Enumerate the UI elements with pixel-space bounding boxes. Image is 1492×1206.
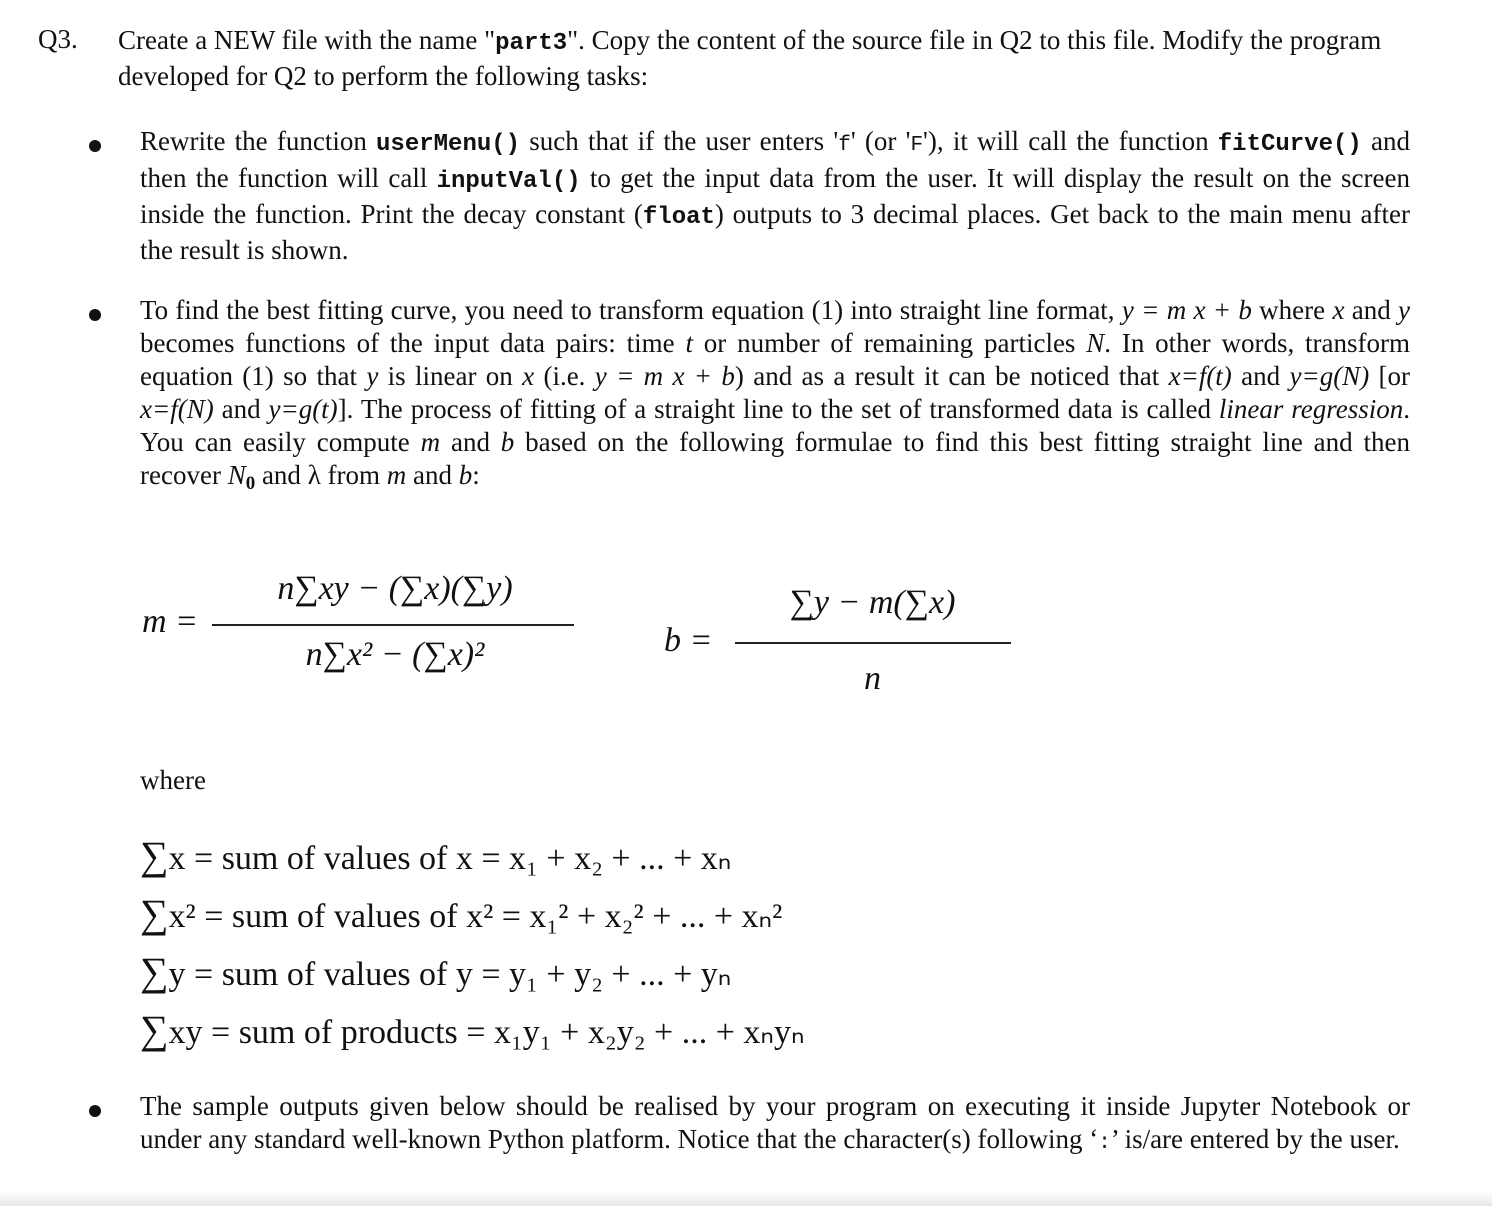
key-F: F xyxy=(910,134,924,157)
bullet-dot-1 xyxy=(89,140,101,152)
b-fraction-bar xyxy=(735,642,1011,644)
intro-text-rest: ". Copy the content of the source file in Q2 to this file. Modify the program developed for Q2 to perform the following tasks: xyxy=(118,25,1382,91)
m-formula-lhs: m = xyxy=(142,603,198,640)
page-bottom-shadow xyxy=(0,1192,1492,1206)
b-formula-lhs: b = xyxy=(664,622,713,659)
question-number: Q3. xyxy=(38,24,78,54)
filename-code: part3 xyxy=(495,30,568,57)
definition-sum-x: ∑x = sum of values of x = x₁ + x₂ + ... + xₙ xyxy=(140,833,732,878)
bullet-2-text: To find the best fitting curve, you need to transform equation (1) into straight line format, y = m x + b where x and y becomes functions of the input data pairs: time t or number of remaining particles N. In other words, transform equation (1) so that y is linear on x (i.e. y = m x + b) and as a result it can be noticed that x=f(t) and y=g(N) [or x=f(N) and y=g(t)]. The process of fitting of a straight line to the set of transformed data is called linear regression. You can easily compute m and b based on the following formulae to find this best fitting straight line and then recover N0 and λ from m and b: xyxy=(140,295,1411,494)
intro-text: Create a NEW file with the name " xyxy=(118,25,496,55)
m-fraction-bar xyxy=(212,624,574,626)
code-fitcurve: fitCurve() xyxy=(1217,131,1362,158)
m-formula-numerator: n∑xy − (∑x)(∑y) xyxy=(277,570,513,607)
where-label: where xyxy=(140,765,206,795)
line-equation: y = m x + b xyxy=(1121,295,1252,325)
question-intro xyxy=(118,24,1418,93)
bullet-1-text: Rewrite the function userMenu() such that if the user enters 'f' (or 'F'), it will call the function fitCurve() and then the function will call inputVal() to get the input data from the user. It will display the result on the screen inside the function. Print the decay constant (float) outputs to 3 decimal places. Get back to the main menu after the result is shown. xyxy=(140,126,1410,265)
code-inputval: inputVal() xyxy=(436,168,581,195)
definition-sum-xy: ∑xy = sum of products = x₁y₁ + x₂y₂ + ... + xₙyₙ xyxy=(140,1007,805,1052)
code-float: float xyxy=(642,204,715,231)
code-usermenu: userMenu() xyxy=(376,131,521,158)
definition-sum-y: ∑y = sum of values of y = y₁ + y₂ + ... + yₙ xyxy=(140,949,732,994)
key-f: f xyxy=(838,134,851,157)
bullet-dot-2 xyxy=(89,309,101,321)
linear-regression-term: linear regression xyxy=(1218,394,1404,424)
bullet-3-text: The sample outputs given below should be realised by your program on executing it inside Jupyter Notebook or under any standard well-known Python platform. Notice that the character(s) following ‘:’ is/are entered by the user. xyxy=(140,1091,1410,1155)
colon-char: : xyxy=(1098,1132,1111,1155)
definition-sum-x-squared: ∑x² = sum of values of x² = x₁² + x₂² + ... + xₙ² xyxy=(140,891,783,936)
m-formula-denominator: n∑x² − (∑x)² xyxy=(305,636,485,673)
b-formula-denominator: n xyxy=(864,660,881,697)
b-formula-numerator: ∑y − m(∑x) xyxy=(789,584,956,621)
bullet-dot-3 xyxy=(89,1105,101,1117)
